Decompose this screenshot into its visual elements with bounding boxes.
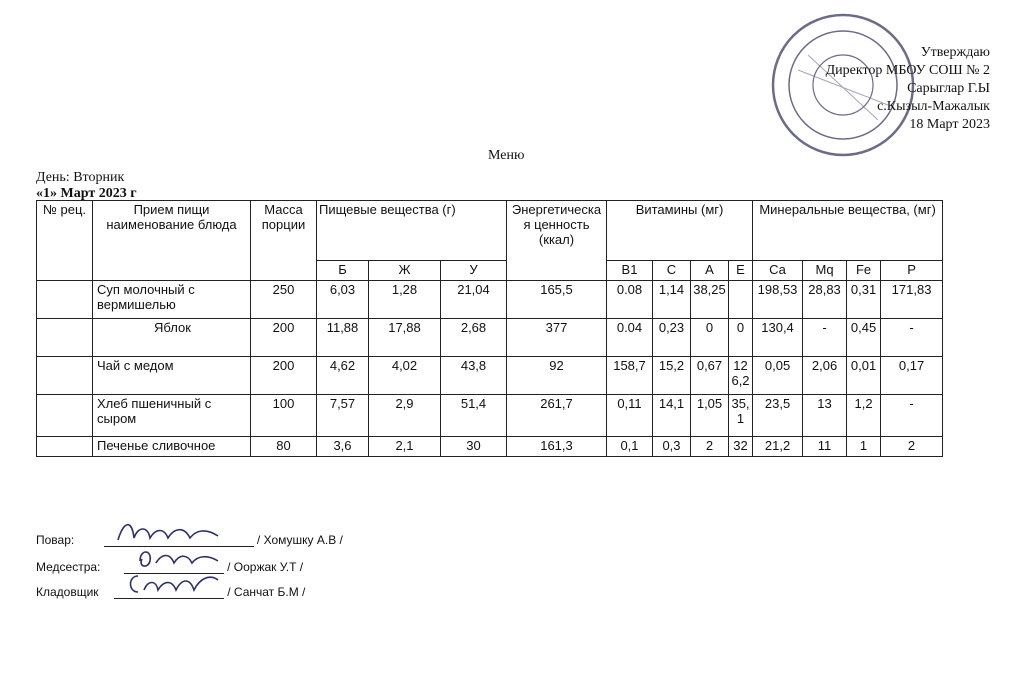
cook-handwritten-signature [114,516,224,546]
cell-recipe [37,357,93,395]
cook-label: Повар: [36,533,75,547]
table-row [37,319,943,357]
subheader-cell: Са [753,261,803,281]
subheader-cell: А [691,261,729,281]
subheader-cell: У [441,261,507,281]
storekeeper-signature-row [36,584,305,599]
cell-dish-name: Чай с медом [93,357,251,395]
cell-energy: 261,7 [507,395,607,437]
cell-vit-c: 1,14 [653,281,691,319]
cell-iron: 0,45 [847,319,881,357]
cell-recipe [37,281,93,319]
nurse-label: Медсестра: [36,560,101,574]
header-mass: Масса порции [251,201,317,281]
cell-fat: 17,88 [369,319,441,357]
cell-vit-b1: 0,11 [607,395,653,437]
cell-calcium: 21,2 [753,437,803,457]
cell-vit-e: 0 [729,319,753,357]
cell-phosphorus: - [881,319,943,357]
cell-phosphorus: 2 [881,437,943,457]
cell-mass: 250 [251,281,317,319]
table-row [37,357,943,395]
document-title: Меню [488,148,525,163]
subheader-cell: Fe [847,261,881,281]
cell-vit-e [729,281,753,319]
cell-iron: 0,01 [847,357,881,395]
header-meal: Прием пищи наименование блюда [93,201,251,281]
cell-fat: 2,9 [369,395,441,437]
day-label: День: Вторник [36,170,125,185]
cell-vit-b1: 0.04 [607,319,653,357]
cell-calcium: 0,05 [753,357,803,395]
cell-carbs: 43,8 [441,357,507,395]
storekeeper-signature-line [114,584,224,599]
storekeeper-label: Кладовщик [36,585,99,599]
cell-dish-name: Яблок [93,319,251,357]
cell-energy: 92 [507,357,607,395]
cell-carbs: 2,68 [441,319,507,357]
cell-fat: 4,02 [369,357,441,395]
cell-vit-a: 0,67 [691,357,729,395]
cell-recipe [37,319,93,357]
approval-line-1: Утверждаю [920,45,990,60]
cell-recipe [37,395,93,437]
cell-calcium: 130,4 [753,319,803,357]
cell-iron: 0,31 [847,281,881,319]
cell-protein: 4,62 [317,357,369,395]
cell-iron: 1,2 [847,395,881,437]
cell-mass: 100 [251,395,317,437]
cell-phosphorus: - [881,395,943,437]
cell-carbs: 30 [441,437,507,457]
cell-mass: 200 [251,357,317,395]
header-recipe-no: № рец. [37,201,93,281]
header-minerals: Минеральные вещества, (мг) [753,201,943,261]
header-energy: Энергетическая ценность (ккал) [507,201,607,281]
cell-protein: 6,03 [317,281,369,319]
cell-dish-name: Хлеб пшеничный с сыром [93,395,251,437]
header-vitamins: Витамины (мг) [607,201,753,261]
nurse-name: / Ооржак У.Т / [227,560,304,574]
approval-line-5: 18 Март 2023 [909,117,990,132]
cell-phosphorus: 0,17 [881,357,943,395]
cell-vit-a: 0 [691,319,729,357]
cell-vit-a: 2 [691,437,729,457]
cell-protein: 11,88 [317,319,369,357]
subheader-cell: P [881,261,943,281]
approval-line-4: с.Кызыл-Мажалык [877,99,990,114]
cell-iron: 1 [847,437,881,457]
subheader-cell: С [653,261,691,281]
storekeeper-name: / Санчат Б.М / [227,585,306,599]
cell-recipe [37,437,93,457]
table-row [37,437,943,457]
cell-calcium: 23,5 [753,395,803,437]
cell-vit-b1: 158,7 [607,357,653,395]
table-header-row [37,201,943,261]
cell-mass: 80 [251,437,317,457]
subheader-cell: Ж [369,261,441,281]
cell-phosphorus: 171,83 [881,281,943,319]
cell-fat: 1,28 [369,281,441,319]
cell-vit-b1: 0.08 [607,281,653,319]
cell-magnesium: 28,83 [803,281,847,319]
cell-vit-e: 32 [729,437,753,457]
subheader-cell: Е [729,261,753,281]
cell-dish-name: Печенье сливочное [93,437,251,457]
cell-magnesium: - [803,319,847,357]
cell-carbs: 51,4 [441,395,507,437]
cell-mass: 200 [251,319,317,357]
menu-table [36,200,943,457]
cell-fat: 2,1 [369,437,441,457]
cell-vit-a: 1,05 [691,395,729,437]
cell-carbs: 21,04 [441,281,507,319]
approval-line-3: Сарыглар Г.Ы [907,81,990,96]
cell-energy: 161,3 [507,437,607,457]
storekeeper-handwritten-signature [124,568,224,598]
cell-magnesium: 2,06 [803,357,847,395]
cell-calcium: 198,53 [753,281,803,319]
cell-vit-c: 0,23 [653,319,691,357]
subheader-cell: Мq [803,261,847,281]
cell-vit-e: 35,1 [729,395,753,437]
table-row [37,395,943,437]
cell-vit-e: 126,2 [729,357,753,395]
cell-vit-c: 14,1 [653,395,691,437]
table-row [37,281,943,319]
cell-protein: 7,57 [317,395,369,437]
approval-block [826,44,990,134]
cell-energy: 165,5 [507,281,607,319]
cell-magnesium: 13 [803,395,847,437]
cell-energy: 377 [507,319,607,357]
date-label: «1» Март 2023 г [36,186,137,201]
cell-dish-name: Суп молочный с вермишелью [93,281,251,319]
cell-vit-a: 38,25 [691,281,729,319]
cell-protein: 3,6 [317,437,369,457]
cook-name: / Хомушку А.В / [256,533,343,547]
approval-line-2: Директор МБОУ СОШ № 2 [825,63,990,78]
subheader-cell: Б [317,261,369,281]
cell-vit-c: 0,3 [653,437,691,457]
cell-vit-b1: 0,1 [607,437,653,457]
cell-magnesium: 11 [803,437,847,457]
subheader-cell: В1 [607,261,653,281]
cell-vit-c: 15,2 [653,357,691,395]
header-nutrients: Пищевые вещества (г) [317,201,507,261]
